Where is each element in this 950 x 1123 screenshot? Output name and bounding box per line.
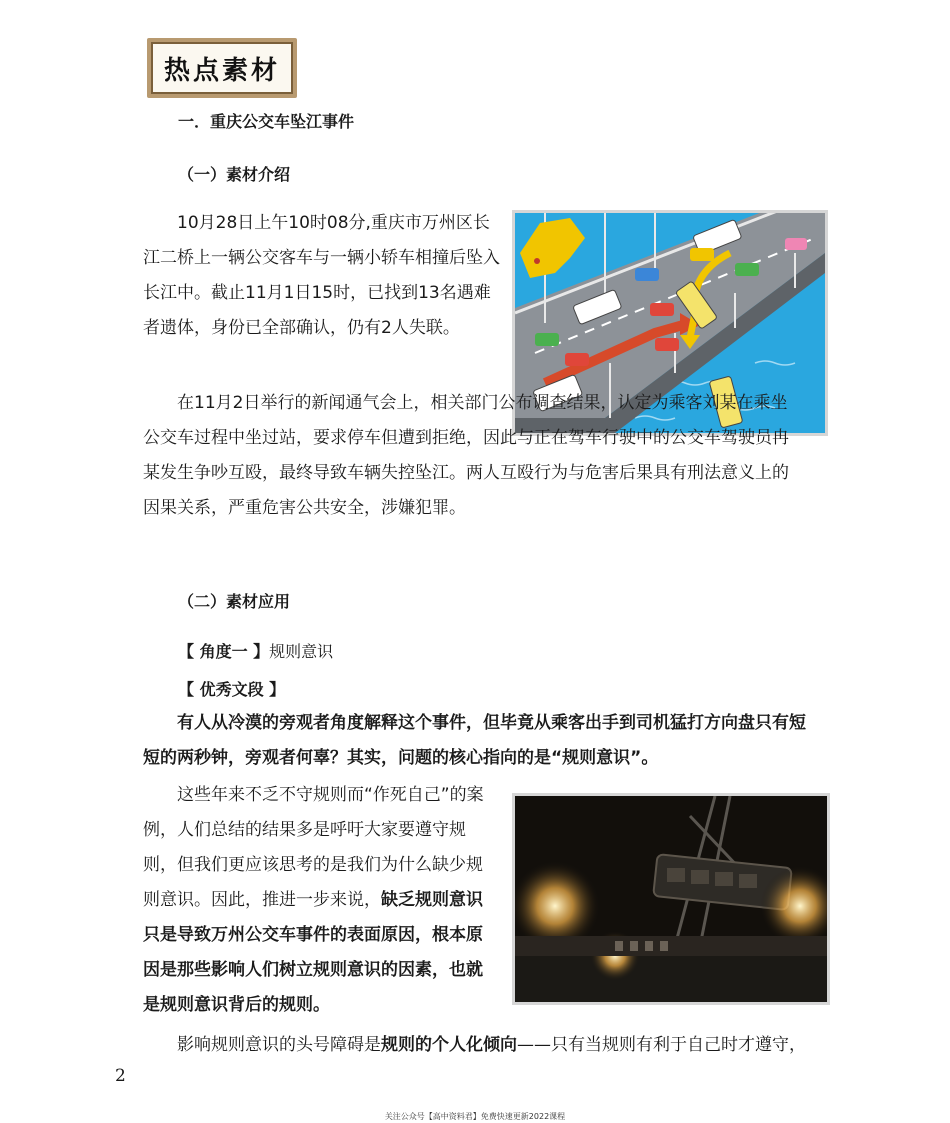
excellent-paragraph-3-a: 影响规则意识的头号障碍是 [177, 1035, 381, 1055]
excellent-paragraph-1: 有人从冷漠的旁观者角度解释这个事件，但毕竟从乘客出手到司机猛打方向盘只有短短的两秒钟，旁观者何辜？其实，问题的核心指向的是“规则意识”。 [143, 713, 806, 768]
footer-note: 关注公众号【高中资料君】免费快速更新2022课程 [384, 1112, 566, 1121]
badge-label: 热点素材 [151, 42, 293, 94]
intro-paragraph-2-text: 在11月2日举行的新闻通气会上，相关部门公布调查结果，认定为乘客刘某在乘坐公交车过程中坐过站，要求停车但遭到拒绝，因此与正在驾车行驶中的公交车驾驶员冉某发生争吵互殴，最终导致车辆失控坠江。两人互殴行为与危害后果具有刑法意义上的因果关系，严重危害公共安全，涉嫌犯罪。 [143, 393, 789, 518]
excellent-paragraph-2-plain: 这些年来不乏不守规则而“作死自己”的案例，人们总结的结果多是呼吁大家要遵守规则，但我们更应该思考的是我们为什么缺少规则意识。因此，推进一步来说， [143, 785, 484, 910]
angle-line [178, 634, 333, 669]
photo-svg [515, 796, 827, 1002]
section-badge [147, 38, 297, 98]
intro-paragraph-2 [143, 386, 803, 526]
excellent-paragraph-2 [143, 778, 498, 1023]
subsection-application-title: （二）素材应用 [178, 592, 291, 611]
excellent-paragraph-3-b: ——只有当规则有利于自己时才遵守， [517, 1035, 806, 1055]
page-number: 2 [115, 1066, 126, 1086]
angle-text: 规则意识 [269, 642, 334, 661]
subsection-intro-title: （一）素材介绍 [178, 165, 291, 184]
excellent-passage-label: 【 优秀文段 】 [178, 680, 286, 699]
angle-label: 【 角度一 】 [178, 642, 270, 661]
section-title: 一．重庆公交车坠江事件 [178, 112, 355, 131]
excellent-paragraph-3-bold: 规则的个人化倾向 [381, 1035, 517, 1055]
excellent-paragraph-3 [143, 1028, 813, 1063]
intro-paragraph-1: 10月28日上午10时08分,重庆市万州区长江二桥上一辆公交客车与一辆小轿车相撞后坠入长江中。截止11月1日15时，已找到13名遇难者遗体，身份已全部确认，仍有2人失联。 [143, 213, 500, 338]
bus-salvage-photo [512, 793, 830, 1005]
excellent-paragraph-2-bold: 缺乏规则意识只是导致万州公交车事件的表面原因，根本原因是那些影响人们树立规则意识的因素，也就是规则意识背后的规则。 [143, 890, 483, 1015]
